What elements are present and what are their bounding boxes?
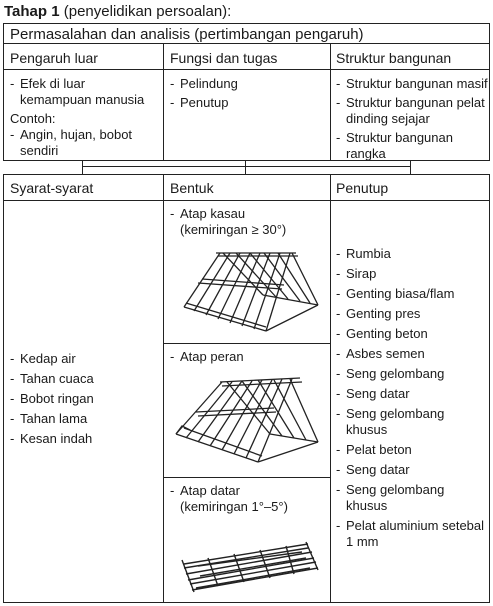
list-item: - Efek di luar kemampuan manusia [10, 76, 160, 108]
analysis-table-title: Permasalahan dan analisis (pertimbangan pengaruh) [10, 26, 364, 43]
list-item: - Kedap air [10, 349, 160, 369]
list-item: - Struktur bangunan masif [336, 76, 490, 92]
list-item: - Penutup [170, 95, 325, 111]
list-item: - Genting beton [336, 326, 490, 342]
list-item: - Pelindung [170, 76, 325, 92]
external-influence-cell [10, 76, 160, 159]
requirements-cell [10, 349, 160, 449]
list-item: - Atap kasau [170, 206, 328, 222]
structure-cell [336, 76, 490, 160]
list-item: - Atap datar [170, 483, 328, 499]
steep-rafter-roof-icon [178, 245, 323, 335]
example-label: Contoh: [10, 111, 56, 126]
column-header-external-influence: Pengaruh luar [10, 50, 98, 66]
heading-stage: Tahap 1 [4, 3, 60, 20]
form-flat-roof-label [170, 483, 328, 515]
covering-cell [336, 246, 490, 566]
list-item: - Seng gelombang khusus [336, 406, 490, 438]
form-steep-roof-label [170, 206, 328, 238]
list-item: - Pelat aluminium setebal 1 mm [336, 518, 490, 550]
list-item: - Seng datar [336, 462, 490, 478]
column-header-form: Bentuk [170, 180, 214, 196]
list-item: - Seng gelombang [336, 366, 490, 382]
list-item: - Kesan indah [10, 429, 160, 449]
list-item: - Tahan cuaca [10, 369, 160, 389]
list-item: - Atap peran [170, 349, 328, 365]
list-item: - Seng datar [336, 386, 490, 402]
column-header-structure: Struktur bangunan [336, 50, 452, 66]
list-item: - Struktur bangunan rangka [336, 130, 490, 160]
list-item: - Sirap [336, 266, 490, 282]
flat-roof-icon [178, 530, 323, 596]
column-header-requirements: Syarat-syarat [10, 180, 94, 196]
column-header-function: Fungsi dan tugas [170, 50, 278, 66]
connector-line [410, 161, 411, 174]
list-item: - Tahan lama [10, 409, 160, 429]
form-purlin-roof-label [170, 349, 328, 365]
connector-bar [82, 166, 410, 167]
function-cell [170, 76, 325, 111]
list-item: - Asbes semen [336, 346, 490, 362]
list-item: - Seng gelombang khusus [336, 482, 490, 514]
list-item-sub: (kemiringan 1°–5°) [180, 499, 288, 514]
list-item: - Struktur bangunan pelat dinding sejajar [336, 95, 490, 127]
list-item: - Genting pres [336, 306, 490, 322]
list-item: - Pelat beton [336, 442, 490, 458]
purlin-roof-icon [172, 372, 327, 470]
list-item: - Bobot ringan [10, 389, 160, 409]
page-heading [4, 3, 231, 20]
list-item: - Genting biasa/flam [336, 286, 490, 302]
list-item-sub: (kemiringan ≥ 30°) [180, 222, 287, 237]
connector-line [82, 161, 83, 174]
connector-line [245, 161, 246, 174]
heading-subtitle: (penyelidikan persoalan): [59, 3, 232, 20]
list-item: - Angin, hujan, bobot sendiri [10, 127, 160, 159]
column-header-covering: Penutup [336, 180, 389, 196]
list-item: - Rumbia [336, 246, 490, 262]
